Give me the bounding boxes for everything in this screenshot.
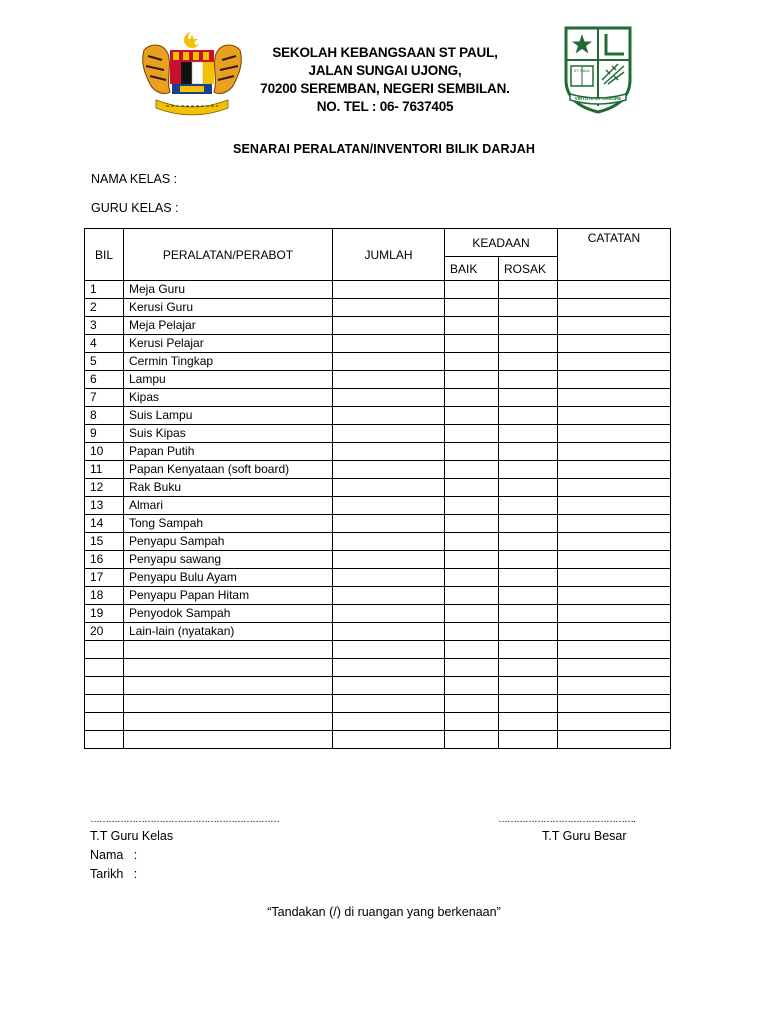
bil-cell: 9	[85, 425, 124, 443]
item-cell: Suis Lampu	[124, 407, 333, 425]
damaged-cell	[499, 299, 558, 317]
notes-cell	[558, 551, 671, 569]
table-row	[85, 299, 671, 317]
item-cell: Cermin Tingkap	[124, 353, 333, 371]
good-cell	[445, 317, 499, 335]
quantity-cell	[333, 695, 445, 713]
item-cell: Meja Guru	[124, 281, 333, 299]
quantity-cell	[333, 587, 445, 605]
bil-cell: 6	[85, 371, 124, 389]
item-cell	[124, 731, 333, 749]
good-cell	[445, 425, 499, 443]
bil-cell: 13	[85, 497, 124, 515]
notes-cell	[558, 353, 671, 371]
item-cell: Penyapu Papan Hitam	[124, 587, 333, 605]
notes-cell	[558, 497, 671, 515]
quantity-cell	[333, 533, 445, 551]
damaged-cell	[499, 659, 558, 677]
damaged-cell	[499, 353, 558, 371]
bil-cell: 19	[85, 605, 124, 623]
damaged-cell	[499, 713, 558, 731]
bil-cell	[85, 677, 124, 695]
damaged-cell	[499, 335, 558, 353]
crest-banner-text: VIRTUTE ET LABORE	[574, 96, 622, 101]
school-name: SEKOLAH KEBANGSAAN ST PAUL,	[272, 45, 498, 60]
bil-cell	[85, 695, 124, 713]
good-cell	[445, 353, 499, 371]
damaged-cell	[499, 317, 558, 335]
table-row	[85, 353, 671, 371]
good-cell	[445, 659, 499, 677]
table-row	[85, 317, 671, 335]
date-label: Tarikh :	[90, 867, 138, 881]
quantity-cell	[333, 353, 445, 371]
instruction-note: “Tandakan (/) di ruangan yang berkenaan”	[267, 905, 501, 919]
quantity-cell	[333, 731, 445, 749]
good-cell	[445, 299, 499, 317]
table-row	[85, 335, 671, 353]
good-cell	[445, 695, 499, 713]
bil-cell: 10	[85, 443, 124, 461]
item-cell: Kerusi Guru	[124, 299, 333, 317]
headmaster-signature-label: T.T Guru Besar	[542, 829, 627, 843]
notes-cell	[558, 731, 671, 749]
item-cell	[124, 713, 333, 731]
table-row	[85, 695, 671, 713]
notes-cell	[558, 299, 671, 317]
quantity-cell	[333, 659, 445, 677]
quantity-cell	[333, 551, 445, 569]
quantity-cell	[333, 713, 445, 731]
notes-cell	[558, 443, 671, 461]
crest-book-text: ST. PAUL	[573, 68, 591, 73]
table-row	[85, 443, 671, 461]
quantity-cell	[333, 407, 445, 425]
quantity-cell	[333, 641, 445, 659]
quantity-cell	[333, 389, 445, 407]
good-cell	[445, 713, 499, 731]
bil-cell: 14	[85, 515, 124, 533]
notes-cell	[558, 335, 671, 353]
table-row	[85, 497, 671, 515]
good-cell	[445, 335, 499, 353]
quantity-cell	[333, 515, 445, 533]
header-damaged: ROSAK	[499, 257, 558, 281]
item-cell: Penyapu sawang	[124, 551, 333, 569]
document-title: SENARAI PERALATAN/INVENTORI BILIK DARJAH	[233, 142, 535, 156]
damaged-cell	[499, 371, 558, 389]
class-teacher-signature-line: ………………………………………………………	[90, 814, 279, 825]
header-quantity: JUMLAH	[333, 229, 445, 281]
good-cell	[445, 641, 499, 659]
table-row	[85, 623, 671, 641]
name-label: Nama :	[90, 848, 138, 862]
damaged-cell	[499, 479, 558, 497]
item-cell	[124, 641, 333, 659]
good-cell	[445, 623, 499, 641]
quantity-cell	[333, 371, 445, 389]
notes-cell	[558, 515, 671, 533]
table-row	[85, 677, 671, 695]
table-row	[85, 479, 671, 497]
table-row	[85, 515, 671, 533]
bil-cell: 20	[85, 623, 124, 641]
bil-cell	[85, 659, 124, 677]
notes-cell	[558, 371, 671, 389]
headmaster-signature-line: ……………………………………….	[498, 814, 635, 825]
good-cell	[445, 515, 499, 533]
quantity-cell	[333, 461, 445, 479]
table-row	[85, 605, 671, 623]
good-cell	[445, 443, 499, 461]
table-row	[85, 425, 671, 443]
quantity-cell	[333, 299, 445, 317]
damaged-cell	[499, 425, 558, 443]
notes-cell	[558, 659, 671, 677]
good-cell	[445, 389, 499, 407]
quantity-cell	[333, 443, 445, 461]
item-cell	[124, 659, 333, 677]
table-row	[85, 569, 671, 587]
quantity-cell	[333, 425, 445, 443]
malaysia-coat-of-arms-icon	[136, 30, 248, 116]
bil-cell: 1	[85, 281, 124, 299]
bil-cell: 5	[85, 353, 124, 371]
damaged-cell	[499, 677, 558, 695]
bil-cell: 3	[85, 317, 124, 335]
table-row	[85, 281, 671, 299]
notes-cell	[558, 425, 671, 443]
good-cell	[445, 677, 499, 695]
item-cell	[124, 677, 333, 695]
damaged-cell	[499, 443, 558, 461]
table-row	[85, 713, 671, 731]
quantity-cell	[333, 335, 445, 353]
class-teacher-label: GURU KELAS :	[91, 201, 179, 215]
damaged-cell	[499, 569, 558, 587]
good-cell	[445, 587, 499, 605]
item-cell: Penyapu Bulu Ayam	[124, 569, 333, 587]
bil-cell	[85, 731, 124, 749]
notes-cell	[558, 605, 671, 623]
item-cell: Lain-lain (nyatakan)	[124, 623, 333, 641]
item-cell: Suis Kipas	[124, 425, 333, 443]
class-name-label: NAMA KELAS :	[91, 172, 178, 186]
table-row	[85, 551, 671, 569]
quantity-cell	[333, 317, 445, 335]
bil-cell: 18	[85, 587, 124, 605]
notes-cell	[558, 695, 671, 713]
good-cell	[445, 533, 499, 551]
good-cell	[445, 731, 499, 749]
good-cell	[445, 461, 499, 479]
bil-cell: 7	[85, 389, 124, 407]
notes-cell	[558, 407, 671, 425]
table-row	[85, 587, 671, 605]
quantity-cell	[333, 281, 445, 299]
damaged-cell	[499, 731, 558, 749]
item-cell: Tong Sampah	[124, 515, 333, 533]
table-row	[85, 461, 671, 479]
damaged-cell	[499, 695, 558, 713]
quantity-cell	[333, 497, 445, 515]
good-cell	[445, 479, 499, 497]
notes-cell	[558, 389, 671, 407]
bil-cell	[85, 713, 124, 731]
item-cell: Lampu	[124, 371, 333, 389]
table-row	[85, 407, 671, 425]
quantity-cell	[333, 677, 445, 695]
quantity-cell	[333, 479, 445, 497]
table-row	[85, 659, 671, 677]
header-item: PERALATAN/PERABOT	[124, 229, 333, 281]
item-cell	[124, 695, 333, 713]
damaged-cell	[499, 641, 558, 659]
school-address-line-2: 70200 SEREMBAN, NEGERI SEMBILAN.	[260, 81, 510, 96]
item-cell: Penyapu Sampah	[124, 533, 333, 551]
notes-cell	[558, 317, 671, 335]
damaged-cell	[499, 389, 558, 407]
bil-cell: 2	[85, 299, 124, 317]
good-cell	[445, 551, 499, 569]
good-cell	[445, 407, 499, 425]
notes-cell	[558, 641, 671, 659]
table-row	[85, 641, 671, 659]
damaged-cell	[499, 533, 558, 551]
header-good: BAIK	[445, 257, 499, 281]
good-cell	[445, 569, 499, 587]
damaged-cell	[499, 407, 558, 425]
notes-cell	[558, 569, 671, 587]
quantity-cell	[333, 623, 445, 641]
item-cell: Kipas	[124, 389, 333, 407]
item-cell: Kerusi Pelajar	[124, 335, 333, 353]
notes-cell	[558, 713, 671, 731]
notes-cell	[558, 623, 671, 641]
notes-cell	[558, 479, 671, 497]
good-cell	[445, 281, 499, 299]
notes-cell	[558, 461, 671, 479]
item-cell: Rak Buku	[124, 479, 333, 497]
item-cell: Papan Putih	[124, 443, 333, 461]
table-row	[85, 371, 671, 389]
school-header	[260, 44, 510, 116]
header-bil: BIL	[85, 229, 124, 281]
notes-cell	[558, 281, 671, 299]
item-cell: Meja Pelajar	[124, 317, 333, 335]
item-cell: Penyodok Sampah	[124, 605, 333, 623]
damaged-cell	[499, 623, 558, 641]
bil-cell: 11	[85, 461, 124, 479]
header-notes: CATATAN	[558, 229, 671, 281]
bil-cell: 4	[85, 335, 124, 353]
table-row	[85, 389, 671, 407]
item-cell: Papan Kenyataan (soft board)	[124, 461, 333, 479]
school-phone: NO. TEL : 06- 7637405	[316, 99, 454, 114]
school-crest-icon	[562, 26, 634, 114]
damaged-cell	[499, 551, 558, 569]
bil-cell: 8	[85, 407, 124, 425]
notes-cell	[558, 677, 671, 695]
item-cell: Almari	[124, 497, 333, 515]
notes-cell	[558, 533, 671, 551]
table-row	[85, 731, 671, 749]
damaged-cell	[499, 605, 558, 623]
quantity-cell	[333, 605, 445, 623]
table-row	[85, 533, 671, 551]
damaged-cell	[499, 461, 558, 479]
school-address-line-1: JALAN SUNGAI UJONG,	[308, 63, 462, 78]
good-cell	[445, 605, 499, 623]
damaged-cell	[499, 515, 558, 533]
quantity-cell	[333, 569, 445, 587]
good-cell	[445, 497, 499, 515]
damaged-cell	[499, 497, 558, 515]
bil-cell: 12	[85, 479, 124, 497]
damaged-cell	[499, 281, 558, 299]
bil-cell	[85, 641, 124, 659]
bil-cell: 16	[85, 551, 124, 569]
good-cell	[445, 371, 499, 389]
bil-cell: 15	[85, 533, 124, 551]
inventory-table	[84, 228, 671, 749]
class-teacher-signature-label: T.T Guru Kelas	[90, 829, 174, 843]
header-condition: KEADAAN	[445, 229, 558, 257]
bil-cell: 17	[85, 569, 124, 587]
notes-cell	[558, 587, 671, 605]
damaged-cell	[499, 587, 558, 605]
